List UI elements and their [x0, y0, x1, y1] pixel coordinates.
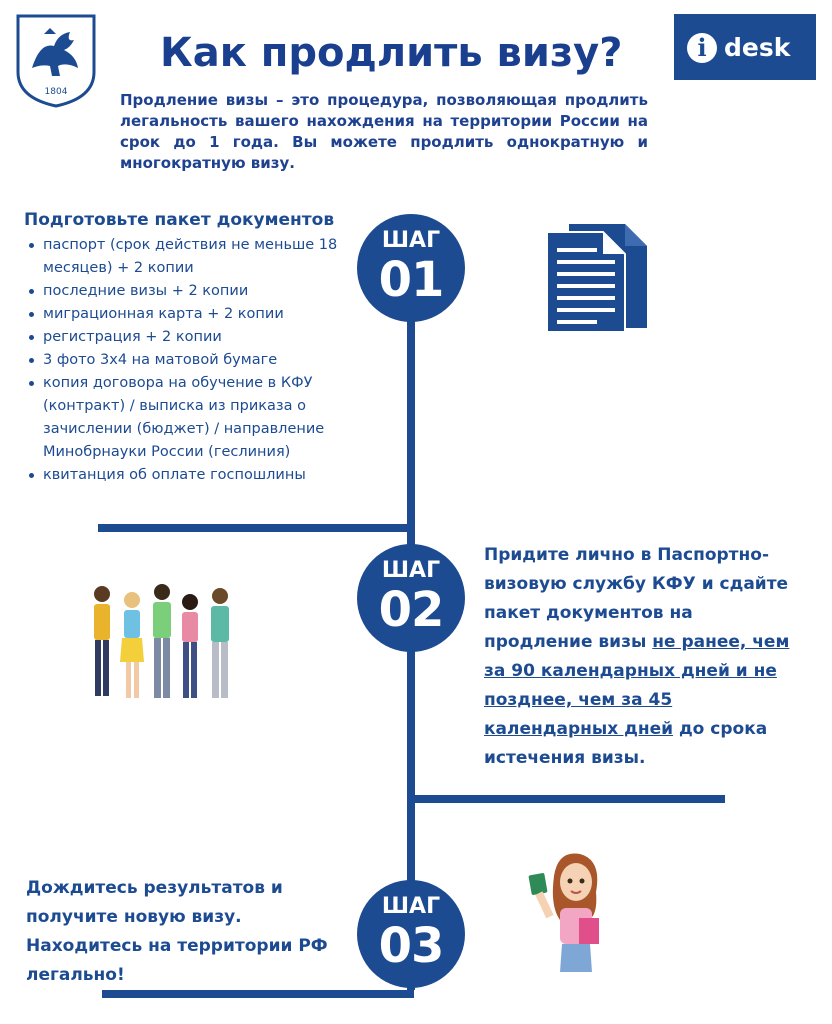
list-item: паспорт (срок действия не меньше 18 месяцев) + 2 копии — [28, 234, 368, 280]
step-2-text-part2: до срока истечения визы. — [484, 719, 768, 768]
step-2-number: 02 — [378, 582, 444, 638]
timeline-branch-3 — [102, 990, 414, 998]
step-3-label: ШАГ — [381, 894, 441, 919]
step-1-label: ШАГ — [381, 228, 441, 253]
page-title: Как продлить визу? — [160, 30, 623, 76]
list-item: 3 фото 3x4 на матовой бумаге — [28, 349, 368, 372]
step-1-circle — [357, 214, 465, 322]
step-2-circle — [357, 544, 465, 652]
svg-text:1804: 1804 — [44, 87, 68, 97]
idesk-logo — [674, 14, 816, 80]
list-item: последние визы + 2 копии — [28, 280, 368, 303]
timeline-branch-1 — [98, 524, 414, 532]
step-3-circle — [357, 880, 465, 988]
documents-icon — [543, 218, 655, 334]
queue-people-illustration — [86, 580, 246, 710]
list-item: копия договора на обучение в КФУ (контракт) / выписка из приказа о зачислении (бюджет) / направление Минобрнауки России (геслиния) — [28, 372, 368, 464]
list-item: регистрация + 2 копии — [28, 326, 368, 349]
list-item: миграционная карта + 2 копии — [28, 303, 368, 326]
step-2-deadline: не ранее, чем за 90 календарных дней и не позднее, чем за 45 календарных дней — [484, 632, 790, 739]
idesk-word: desk — [724, 33, 791, 62]
student-girl-illustration — [524, 846, 616, 978]
step-2-label: ШАГ — [381, 558, 441, 583]
step-1-number: 01 — [378, 252, 444, 308]
step-2-text-part1: Придите лично в Паспортно-визовую службу КФУ и сдайте пакет документов на продление визы — [484, 545, 789, 652]
documents-list — [28, 234, 368, 487]
step-3-number: 03 — [378, 918, 444, 974]
list-item: квитанция об оплате госпошлины — [28, 464, 368, 487]
timeline-branch-2 — [407, 795, 725, 803]
info-icon: i — [687, 33, 717, 63]
intro-text: Продление визы – это процедура, позволяющая продлить легальность вашего нахождения на территории России на срок до 1 года. Вы можете продлить однократную и многократную визу. — [120, 91, 648, 172]
step-3-text: Дождитесь результатов и получите новую визу. Находитесь на территории РФ легально! — [26, 878, 328, 985]
step-2-text — [484, 541, 804, 773]
university-logo — [14, 12, 98, 108]
step-1-heading: Подготовьте пакет документов — [24, 210, 335, 230]
